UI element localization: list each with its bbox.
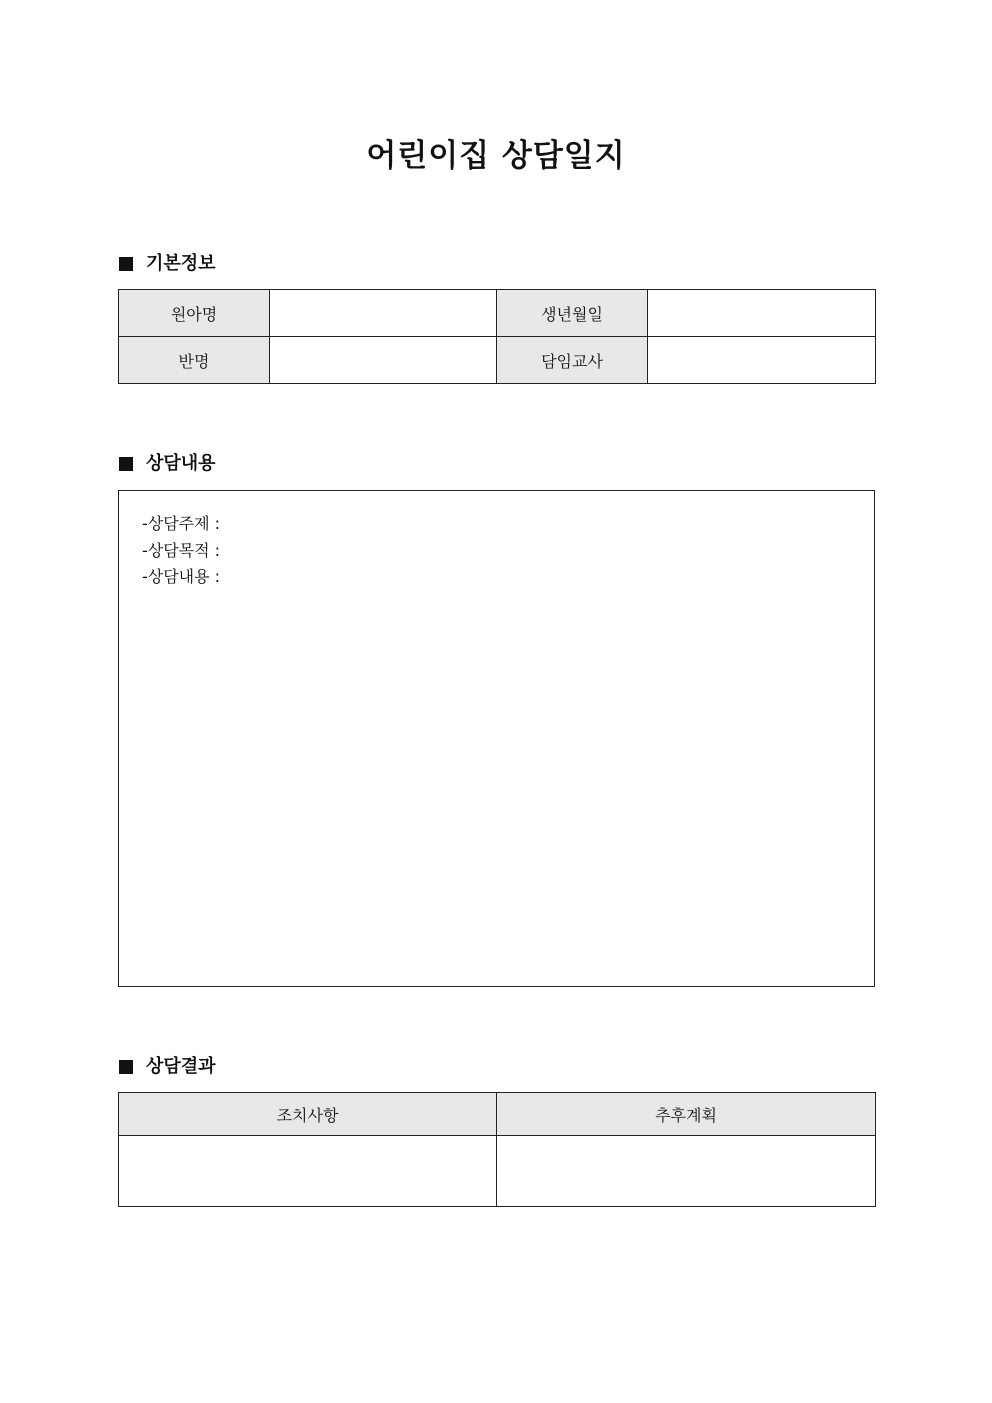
page-title: 어린이집 상담일지 — [366, 138, 626, 174]
consultation-lines — [142, 511, 220, 591]
square-bullet-icon — [119, 457, 133, 471]
table-row — [119, 1136, 876, 1207]
table-header-row — [119, 1093, 876, 1136]
section-heading-consultation — [119, 451, 216, 477]
table-row — [119, 290, 876, 337]
square-bullet-icon — [119, 257, 133, 271]
birthdate-label: 생년월일 — [497, 290, 648, 337]
consultation-content-line: -상담내용 : — [142, 567, 221, 586]
section-heading-label: 상담내용 — [146, 453, 216, 474]
table-row — [119, 337, 876, 384]
actions-taken-field[interactable] — [119, 1136, 497, 1207]
consultation-content-box[interactable] — [118, 490, 875, 987]
result-table — [118, 1092, 876, 1207]
section-heading-result — [119, 1054, 216, 1080]
square-bullet-icon — [119, 1060, 133, 1074]
follow-up-plan-header: 추후계획 — [497, 1093, 876, 1136]
homeroom-teacher-label: 담임교사 — [497, 337, 648, 384]
consultation-purpose-line: -상담목적 : — [142, 540, 221, 560]
follow-up-plan-field[interactable] — [497, 1136, 876, 1207]
section-heading-basic-info — [119, 251, 216, 277]
class-name-label: 반명 — [119, 337, 270, 384]
birthdate-field[interactable] — [648, 290, 876, 337]
basic-info-table — [118, 289, 876, 384]
homeroom-teacher-field[interactable] — [648, 337, 876, 384]
child-name-field[interactable] — [270, 290, 497, 337]
section-heading-label: 상담결과 — [146, 1056, 216, 1077]
section-heading-label: 기본정보 — [146, 253, 216, 274]
child-name-label: 원아명 — [119, 290, 270, 337]
actions-taken-header: 조치사항 — [119, 1093, 497, 1136]
consultation-topic-line: -상담주제 : — [142, 514, 221, 533]
class-name-field[interactable] — [270, 337, 497, 384]
